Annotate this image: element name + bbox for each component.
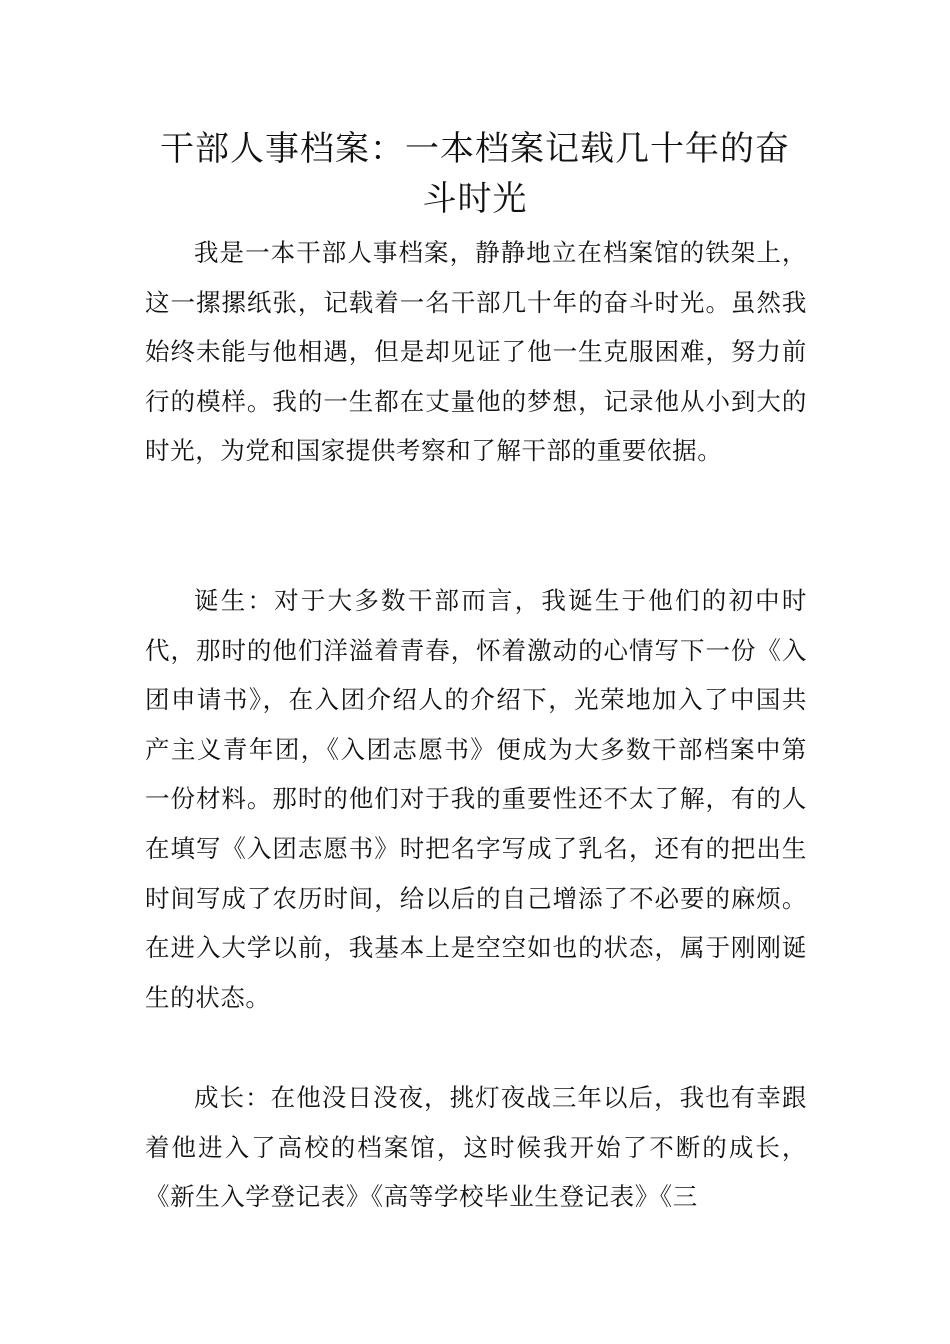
- document-title: 干部人事档案：一本档案记载几十年的奋斗时光: [160, 129, 790, 219]
- paragraph-birth: 诞生：对于大多数干部而言，我诞生于他们的初中时代，那时的他们洋溢着青春，怀着激动的心情写下一份《入团申请书》，在入团介绍人的介绍下，光荣地加入了中国共产主义青年团，《入团志愿书》便成为大多数干部档案中第一份材料。那时的他们对于我的重要性还不太了解，有的人在填写《入团志愿书》时把名字写成了乳名，还有的把出生时间写成了农历时间，给以后的自己增添了不必要的麻烦。在进入大学以前，我基本上是空空如也的状态，属于刚刚诞生的状态。: [145, 586, 807, 1012]
- paragraph-growth: 成长：在他没日没夜，挑灯夜战三年以后，我也有幸跟着他进入了高校的档案馆，这时候我开始了不断的成长，《新生入学登记表》《高等学校毕业生登记表》《三: [145, 1083, 807, 1212]
- paragraph-intro: 我是一本干部人事档案，静静地立在档案馆的铁架上，这一摞摞纸张，记载着一名干部几十年的奋斗时光。虽然我始终未能与他相遇，但是却见证了他一生克服困难，努力前行的模样。我的一生都在丈量他的梦想，记录他从小到大的时光，为党和国家提供考察和了解干部的重要依据。: [145, 238, 807, 466]
